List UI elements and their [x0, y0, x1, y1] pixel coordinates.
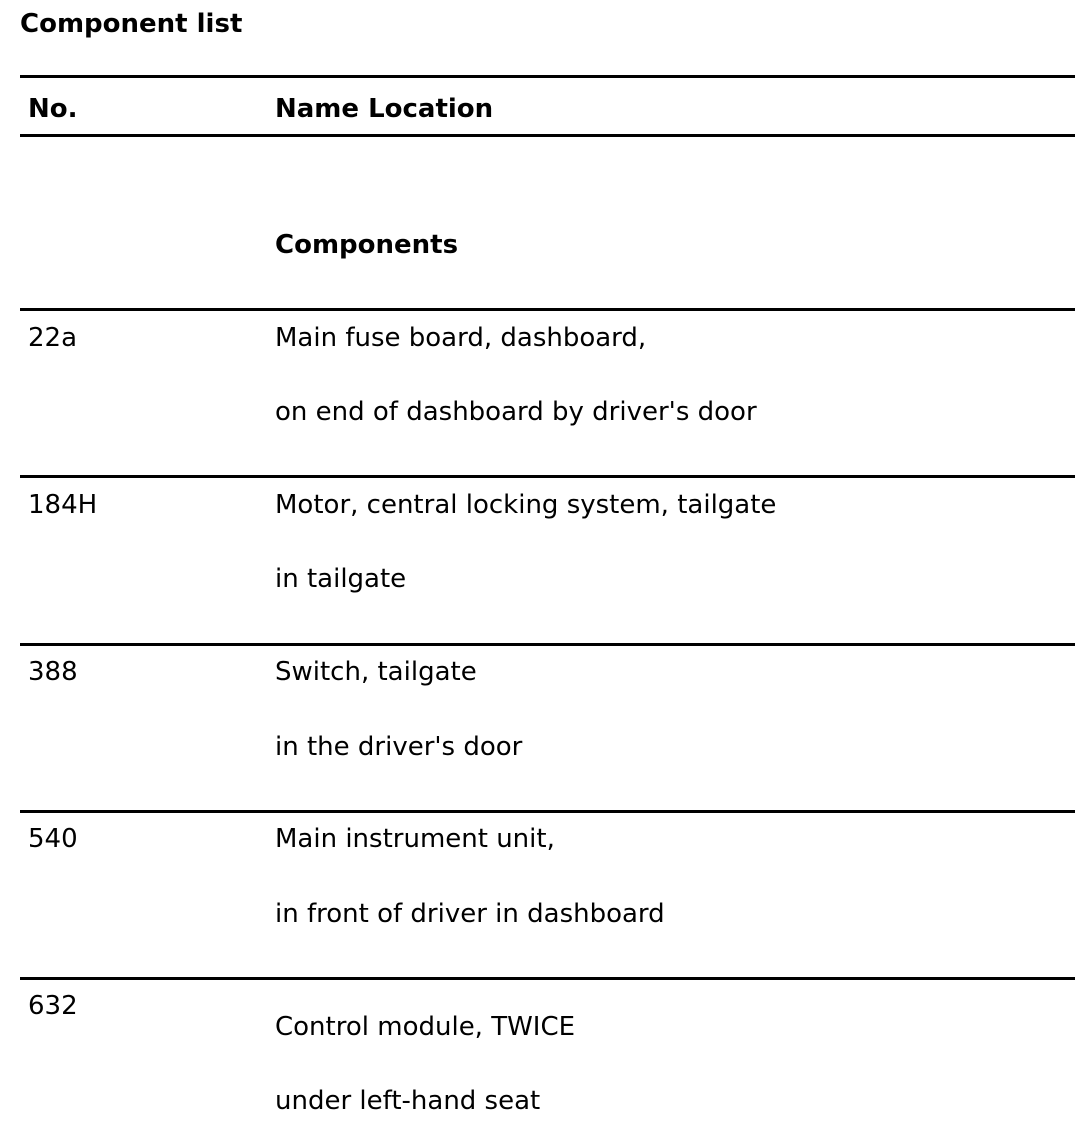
- table-top-rule: [20, 75, 1075, 78]
- row-rule: [20, 977, 1075, 980]
- row-location: in the driver's door: [275, 732, 523, 762]
- row-name: Main instrument unit,: [275, 824, 555, 854]
- row-location: on end of dashboard by driver's door: [275, 397, 757, 427]
- row-number: 540: [28, 824, 78, 854]
- row-number: 632: [28, 991, 78, 1021]
- row-rule: [20, 810, 1075, 813]
- row-name: Motor, central locking system, tailgate: [275, 490, 777, 520]
- header-name-location: Name Location: [275, 94, 494, 124]
- row-rule: [20, 475, 1075, 478]
- row-number: 22a: [28, 323, 78, 353]
- row-location: in tailgate: [275, 564, 407, 594]
- row-number: 184H: [28, 490, 98, 520]
- section-rule: [20, 308, 1075, 311]
- row-number: 388: [28, 657, 78, 687]
- header-no: No.: [28, 94, 78, 124]
- row-name: Switch, tailgate: [275, 657, 477, 687]
- row-name: Main fuse board, dashboard,: [275, 323, 647, 353]
- section-label: Components: [275, 230, 459, 260]
- row-name: Control module, TWICE: [275, 1012, 576, 1042]
- page-title: Component list: [20, 9, 243, 39]
- row-rule: [20, 643, 1075, 646]
- row-location: under left-hand seat: [275, 1086, 541, 1116]
- header-bottom-rule: [20, 134, 1075, 137]
- row-location: in front of driver in dashboard: [275, 899, 665, 929]
